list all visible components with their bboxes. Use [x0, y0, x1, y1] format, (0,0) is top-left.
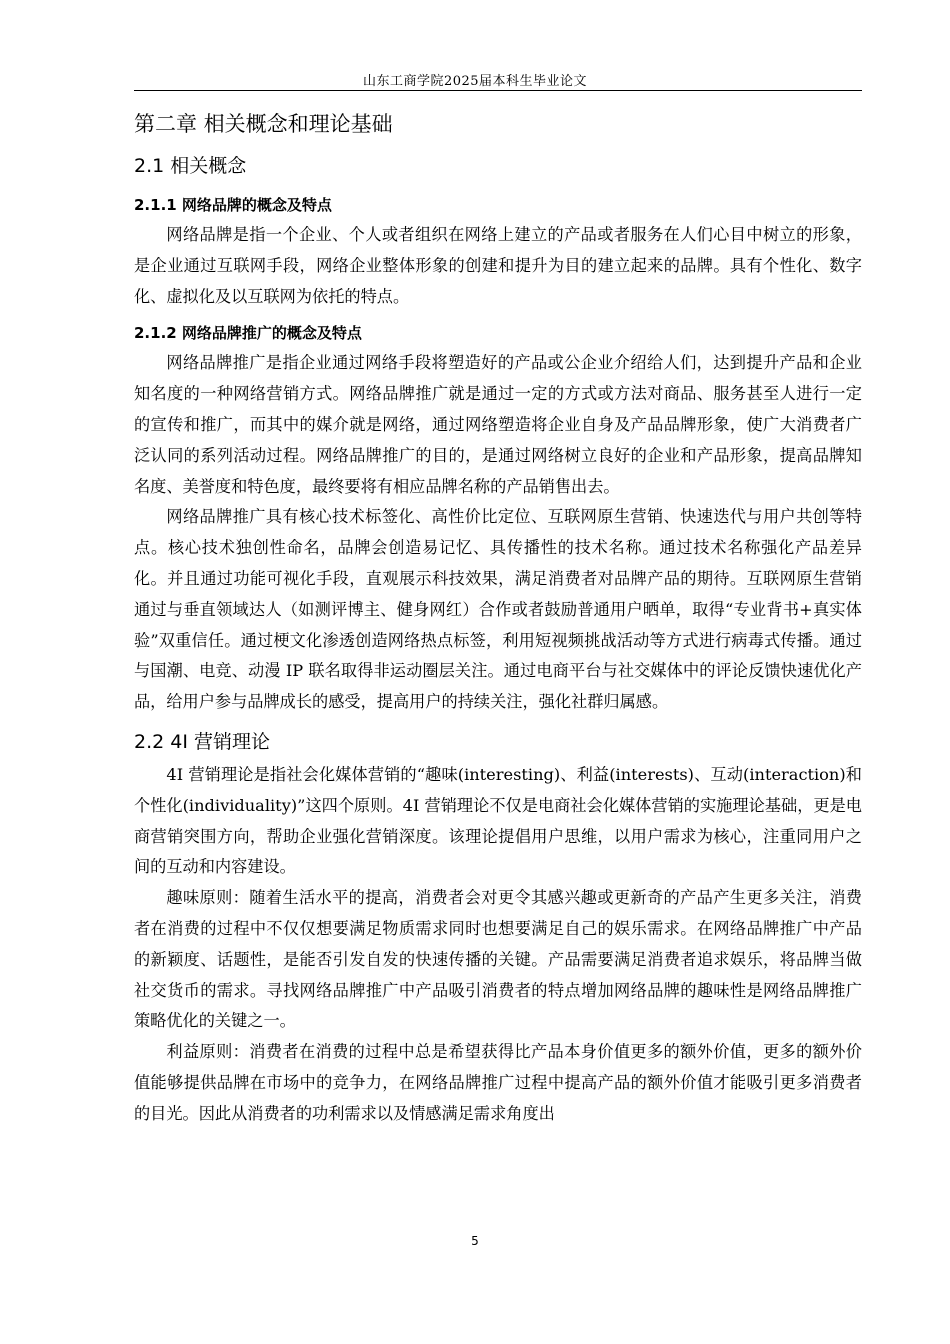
subsection-heading-2-1-2: 2.1.2 网络品牌推广的概念及特点 [134, 324, 362, 343]
paragraph: 网络品牌是指一个企业、个人或者组织在网络上建立的产品或者服务在人们心目中树立的形象，是企业通过互联网手段，网络企业整体形象的创建和提升为目的建立起来的品牌。具有个性化、数字化、虚拟化及以互联网为依托的特点。 [134, 225, 862, 306]
section-heading-2-2: 2.2 4I 营销理论 [134, 730, 270, 753]
section-heading-2-1: 2.1 相关概念 [134, 155, 247, 177]
chapter-title: 第二章 相关概念和理论基础 [134, 112, 393, 136]
paragraph: 网络品牌推广具有核心技术标签化、高性价比定位、互联网原生营销、快速迭代与用户共创等特点。核心技术独创性命名，品牌会创造易记忆、具传播性的技术名称。通过技术名称强化产品差异化。并且通过功能可视化手段，直观展示科技效果，满足消费者对品牌产品的期待。互联网原生营销通过与垂直领域达人（如测评博主、健身网红）合作或者鼓励普通用户晒单，取得“专业背书+真实体验”双重信任。通过梗文化渗透创造网络热点标签，利用短视频挑战活动等方式进行病毒式传播。通过与国潮、电竞、动漫 IP 联名取得非运动圈层关注。通过电商平台与社交媒体中的评论反馈快速优化产品，给用户参与品牌成长的感受，提高用户的持续关注，强化社群归属感。 [134, 507, 862, 712]
paragraph: 4I 营销理论是指社会化媒体营销的“趣味(interesting)、利益(interests)、互动(interaction)和个性化(individuality)”这四个原则。4I 营销理论不仅是电商社会化媒体营销的实施理论基础，更是电商营销突围方向，帮助企业强化营销深度。该理论提倡用户思维，以用户需求为核心，注重同用户之间的互动和内容建设。 [134, 764, 862, 877]
running-header: 山东工商学院2025届本科生毕业论文 [362, 74, 588, 89]
subsection-heading-2-1-1: 2.1.1 网络品牌的概念及特点 [134, 196, 332, 214]
paragraph: 趣味原则：随着生活水平的提高，消费者会对更令其感兴趣或更新奇的产品产生更多关注，消费者在消费的过程中不仅仅想要满足物质需求同时也想要满足自己的娱乐需求。在网络品牌推广中产品的新颖度、话题性，是能否引发自发的快速传播的关键。产品需要满足消费者追求娱乐，将品牌当做社交货币的需求。寻找网络品牌推广中产品吸引消费者的特点增加网络品牌的趣味性是网络品牌推广策略优化的关键之一。 [134, 888, 862, 1031]
paragraph: 网络品牌推广是指企业通过网络手段将塑造好的产品或公企业介绍给人们，达到提升产品和企业知名度的一种网络营销方式。网络品牌推广就是通过一定的方式或方法对商品、服务甚至人进行一定的宣传和推广，而其中的媒介就是网络，通过网络塑造将企业自身及产品品牌形象，使广大消费者广泛认同的系列活动过程。网络品牌推广的目的，是通过网络树立良好的企业和产品形象，提高品牌知名度、美誉度和特色度，最终要将有相应品牌名称的产品销售出去。 [134, 353, 862, 496]
page-number: 5 [471, 1234, 479, 1248]
header-divider [134, 90, 862, 91]
page-body [134, 100, 862, 1130]
paragraph: 利益原则：消费者在消费的过程中总是希望获得比产品本身价值更多的额外价值，更多的额外价值能够提供品牌在市场中的竞争力，在网络品牌推广过程中提高产品的额外价值才能吸引更多消费者的目光。因此从消费者的功利需求以及情感满足需求角度出 [134, 1042, 862, 1123]
